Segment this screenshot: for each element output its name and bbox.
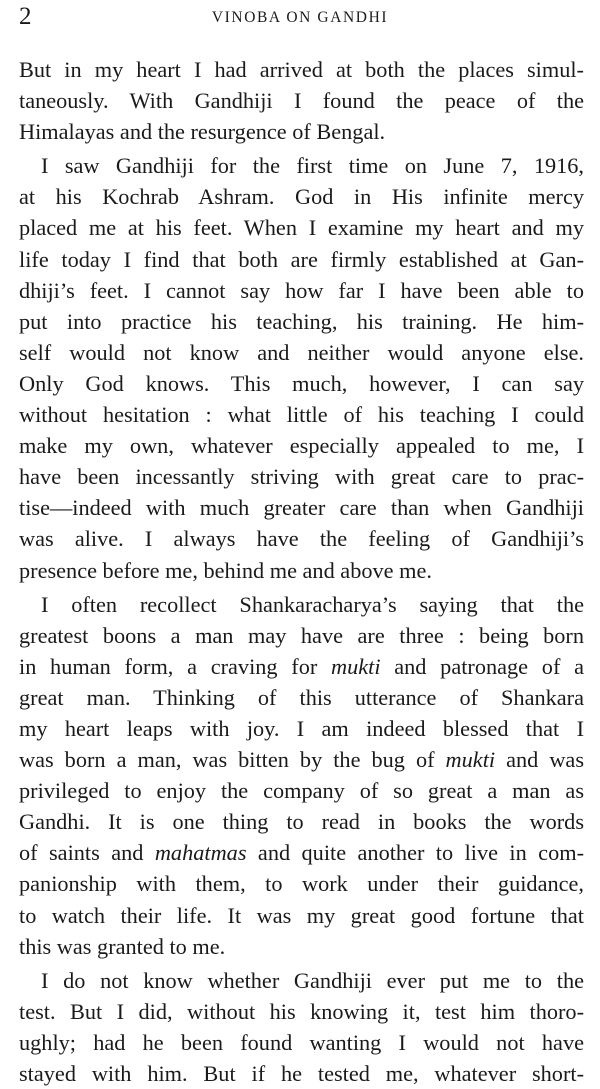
paragraph bbox=[19, 589, 584, 962]
text-line: panionship with them, to work under their guidance, bbox=[19, 871, 584, 897]
body-text bbox=[19, 54, 584, 1089]
text-line: Only God knows. This much, however, I can say bbox=[19, 370, 584, 396]
text-line: test. But I did, without his knowing it, test him thoro- bbox=[19, 998, 584, 1024]
text-line: great man. Thinking of this utterance of Shankara bbox=[19, 684, 584, 710]
text-line: Himalayas and the resurgence of Bengal. bbox=[19, 119, 386, 145]
text-line: taneously. With Gandhiji I found the peace of the bbox=[19, 88, 584, 114]
text-line: to watch their life. It was my great good fortune that bbox=[19, 902, 584, 928]
text-line: ughly; had he been found wanting I would not have bbox=[19, 1029, 584, 1055]
text-line: was alive. I always have the feeling of Gandhiji’s bbox=[19, 526, 584, 552]
text-line: make my own, whatever especially appealed to me, I bbox=[19, 433, 584, 459]
text-line: life today I find that both are firmly established at Gan- bbox=[19, 246, 584, 272]
text-line bbox=[19, 744, 584, 775]
text-line: I often recollect Shankaracharya’s saying that the bbox=[41, 591, 584, 617]
text-line: placed me at his feet. When I examine my heart and my bbox=[19, 215, 584, 241]
text-line: presence before me, behind me and above me. bbox=[19, 557, 432, 583]
text-line: self would not know and neither would anyone else. bbox=[19, 339, 584, 365]
paragraph bbox=[19, 965, 584, 1089]
text-line: I do not know whether Gandhiji ever put me to the bbox=[41, 967, 584, 993]
text-segment: and patronage of a bbox=[394, 653, 584, 679]
italic-term: mukti bbox=[331, 653, 381, 679]
text-line: dhiji’s feet. I cannot say how far I have been able to bbox=[19, 277, 584, 303]
text-line: tise—indeed with much greater care than when Gandhiji bbox=[19, 495, 584, 521]
text-line: greatest boons a man may have are three : being born bbox=[19, 622, 584, 648]
text-line: put into practice his teaching, his training. He him- bbox=[19, 308, 584, 334]
text-line: stayed with him. But if he tested me, whatever short- bbox=[19, 1061, 584, 1086]
text-line: But in my heart I had arrived at both the places simul- bbox=[19, 57, 584, 82]
text-line: this was granted to me. bbox=[19, 933, 226, 959]
paragraph bbox=[19, 54, 584, 147]
text-line bbox=[19, 651, 584, 682]
text-line: at his Kochrab Ashram. God in His infinite mercy bbox=[19, 184, 584, 210]
text-line: without hesitation : what little of his teaching I could bbox=[19, 402, 584, 428]
text-segment: was born a man, was bitten by the bug of bbox=[19, 747, 435, 773]
text-line: privileged to enjoy the company of so great a man as bbox=[19, 778, 584, 804]
text-line: Gandhi. It is one thing to read in books the words bbox=[19, 809, 584, 835]
italic-term: mukti bbox=[445, 747, 496, 773]
text-segment: and was bbox=[506, 747, 584, 773]
text-segment: of saints and bbox=[19, 840, 144, 866]
text-line: my heart leaps with joy. I am indeed blessed that I bbox=[19, 715, 584, 741]
running-head: VINOBA ON GANDHI bbox=[211, 9, 389, 26]
paragraph bbox=[19, 150, 584, 585]
text-line: I saw Gandhiji for the first time on June 7, 1916, bbox=[41, 153, 584, 179]
page-number: 2 bbox=[19, 3, 32, 30]
text-segment: and quite another to live in com- bbox=[257, 840, 584, 866]
text-line bbox=[19, 837, 584, 868]
italic-term: mahatmas bbox=[154, 840, 247, 866]
text-segment: in human form, a craving for bbox=[19, 653, 318, 679]
text-line: have been incessantly striving with great care to prac- bbox=[19, 464, 584, 490]
